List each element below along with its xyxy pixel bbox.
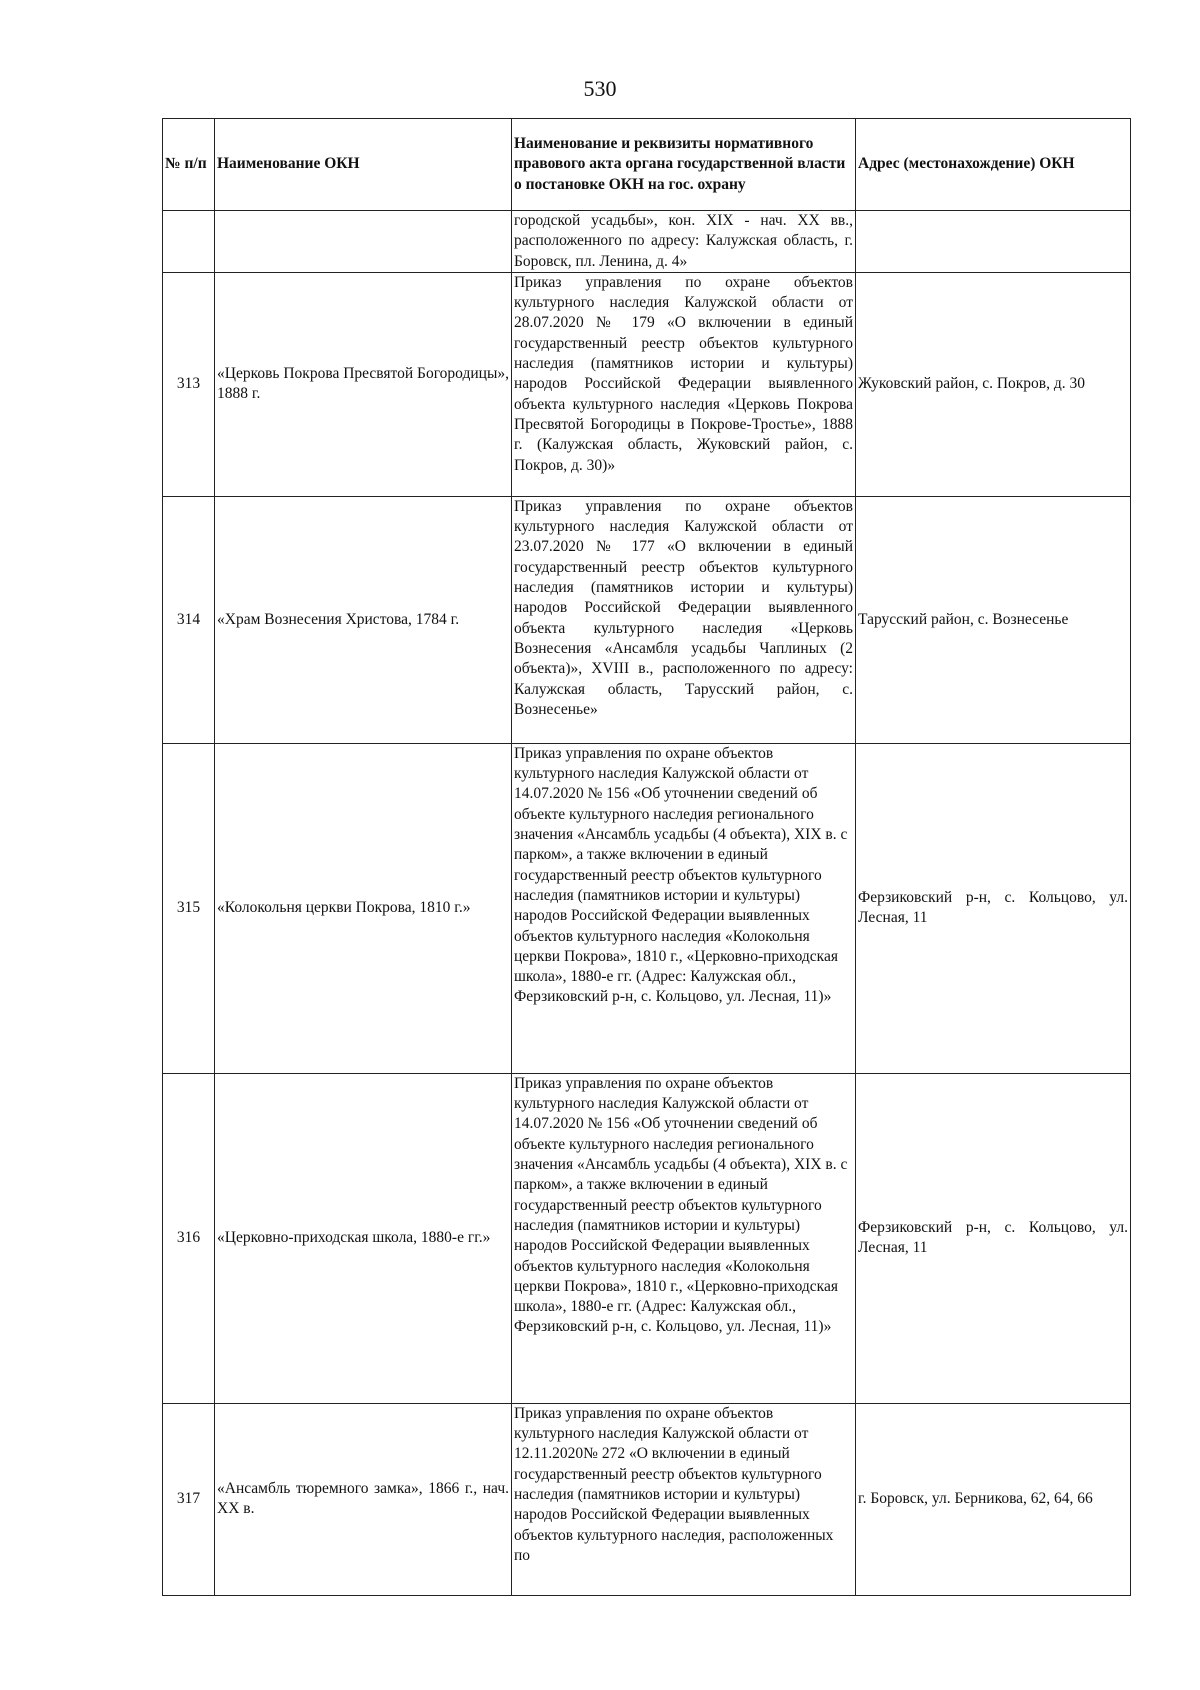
table-row	[163, 1073, 1131, 1403]
table-row	[163, 1403, 1131, 1595]
cell-address	[856, 211, 1131, 273]
cell-address: Ферзиковский р-н, с. Кольцово, ул. Лесная, 11	[856, 1073, 1131, 1403]
header-address: Адрес (местонахождение) ОКН	[856, 119, 1131, 211]
table-row	[163, 743, 1131, 1073]
cell-name: «Церковно-приходская школа, 1880-е гг.»	[215, 1073, 512, 1403]
page-number: 530	[583, 76, 617, 101]
table-row	[163, 496, 1131, 743]
cell-num: 314	[163, 496, 215, 743]
header-act: Наименование и реквизиты нормативного правового акта органа государственной власти о постановке ОКН на гос. охрану	[512, 119, 856, 211]
cell-act: городской усадьбы», кон. XIX - нач. XX вв., расположенного по адресу: Калужская область, г. Боровск, пл. Ленина, д. 4»	[512, 211, 856, 273]
cell-address: Тарусский район, с. Вознесенье	[856, 496, 1131, 743]
cell-name: «Ансамбль тюремного замка», 1866 г., нач. XX в.	[215, 1403, 512, 1595]
okn-table	[162, 118, 1131, 1596]
cell-address: Ферзиковский р-н, с. Кольцово, ул. Лесная, 11	[856, 743, 1131, 1073]
cell-num	[163, 211, 215, 273]
cell-num: 313	[163, 272, 215, 496]
table-row-continuation	[163, 211, 1131, 273]
cell-name: «Церковь Покрова Пресвятой Богородицы», 1888 г.	[215, 272, 512, 496]
cell-num: 316	[163, 1073, 215, 1403]
cell-act: Приказ управления по охране объектов культурного наследия Калужской области от 12.11.2020№ 272 «О включении в единый государственный реестр объектов культурного наследия (памятников истории и культуры) народов Российской Федерации выявленных объектов культурного наследия, расположенных по	[512, 1403, 856, 1595]
cell-address: Жуковский район, с. Покров, д. 30	[856, 272, 1131, 496]
header-name: Наименование ОКН	[215, 119, 512, 211]
cell-act: Приказ управления по охране объектов культурного наследия Калужской области от 23.07.2020 № 177 «О включении в единый государственный реестр объектов культурного наследия (памятников истории и культуры) народов Российской Федерации выявленного объекта культурного наследия «Церковь Вознесения «Ансамбля усадьбы Чаплиных (2 объекта)», XVIII в., расположенного по адресу: Калужская область, Тарусский район, с. Вознесенье»	[512, 496, 856, 743]
cell-num: 317	[163, 1403, 215, 1595]
cell-act: Приказ управления по охране объектов культурного наследия Калужской области от 14.07.2020 № 156 «Об уточнении сведений об объекте культурного наследия регионального значения «Ансамбль усадьбы (4 объекта), XIX в. с парком», а также включении в единый государственный реестр объектов культурного наследия (памятников истории и культуры) народов Российской Федерации выявленных объектов культурного наследия «Колокольня церкви Покрова», 1810 г., «Церковно-приходская школа», 1880-е гг. (Адрес: Калужская обл., Ферзиковский р-н, с. Кольцово, ул. Лесная, 11)»	[512, 1073, 856, 1403]
cell-name: «Колокольня церкви Покрова, 1810 г.»	[215, 743, 512, 1073]
table-header-row	[163, 119, 1131, 211]
table-row	[163, 272, 1131, 496]
cell-address: г. Боровск, ул. Берникова, 62, 64, 66	[856, 1403, 1131, 1595]
header-num: № п/п	[163, 119, 215, 211]
cell-num: 315	[163, 743, 215, 1073]
cell-act: Приказ управления по охране объектов культурного наследия Калужской области от 28.07.2020 № 179 «О включении в единый государственный реестр объектов культурного наследия (памятников истории и культуры) народов Российской Федерации выявленного объекта культурного наследия «Церковь Покрова Пресвятой Богородицы в Покрове-Тростье», 1888 г. (Калужская область, Жуковский район, с. Покров, д. 30)»	[512, 272, 856, 496]
cell-act: Приказ управления по охране объектов культурного наследия Калужской области от 14.07.2020 № 156 «Об уточнении сведений об объекте культурного наследия регионального значения «Ансамбль усадьбы (4 объекта), XIX в. с парком», а также включении в единый государственный реестр объектов культурного наследия (памятников истории и культуры) народов Российской Федерации выявленных объектов культурного наследия «Колокольня церкви Покрова», 1810 г., «Церковно-приходская школа», 1880-е гг. (Адрес: Калужская обл., Ферзиковский р-н, с. Кольцово, ул. Лесная, 11)»	[512, 743, 856, 1073]
cell-name: «Храм Вознесения Христова, 1784 г.	[215, 496, 512, 743]
cell-name	[215, 211, 512, 273]
